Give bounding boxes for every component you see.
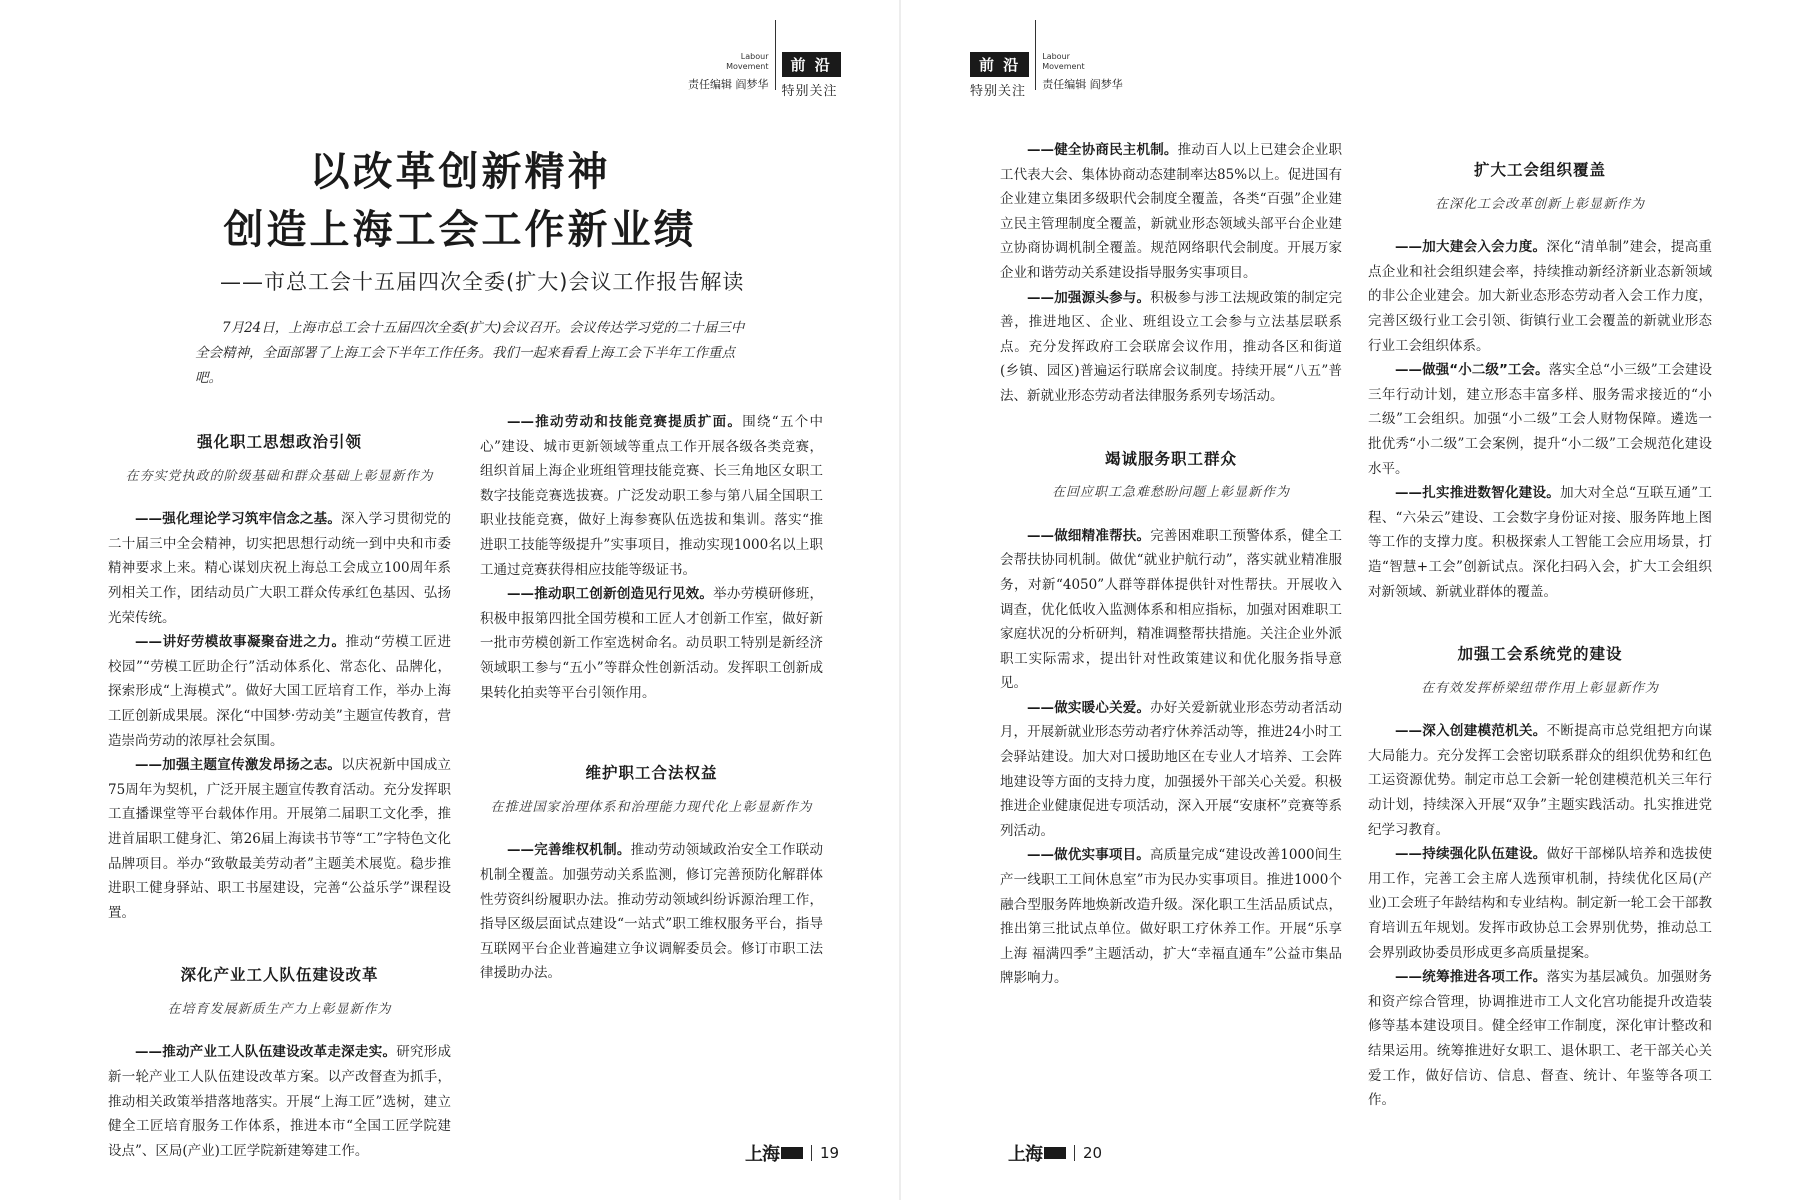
header-tag: Labour Movement [1042, 52, 1085, 71]
header-focus: 特别关注 [781, 84, 838, 99]
paragraph: ——加强源头参与。积极参与涉工法规政策的制定完善，推进地区、企业、班组设立工会参与立法基层联系点。充分发挥政府工会联席会议作用，推动各区和街道(乡镇、园区)普遍运行联席会议制度。持续开展“八五”普法、新就业形态劳动者法律服务系列专场活动。 [1000, 289, 1343, 404]
page-number: 20 [1083, 1144, 1103, 1162]
header-editor: 责任编辑 阎梦华 [688, 78, 769, 91]
section-subtitle: 在深化工会改革创新上彰显新作为 [1434, 196, 1645, 212]
section-subtitle: 在培育发展新质生产力上彰显新作为 [167, 1001, 392, 1017]
page-footer-right [1008, 1140, 1102, 1166]
magazine-logo: 上海 [745, 1144, 779, 1165]
header-section-badge: 前 沿 [782, 52, 841, 77]
article-intro: 7月24日，上海市总工会十五届四次全委(扩大)会议召开。会议传达学习党的二十届三中全会精神，全面部署了上海工会下半年工作任务。我们一起来看看上海工会下半年工作重点吧。 [195, 320, 745, 386]
paragraph: ——推动产业工人队伍建设改革走深走实。研究形成新一轮产业工人队伍建设改革方案。以产改督查为抓手，推动相关政策举措落地落实。开展“上海工匠”选树，建立健全工匠培育服务工作体系，推进本市“全国工匠学院建设点”、区局(产业)工匠学院新建筹建工作。 [108, 1044, 452, 1159]
footer-divider [1074, 1145, 1075, 1161]
logo-mark-icon [1044, 1147, 1066, 1159]
header-tag: Labour Movement [726, 52, 769, 71]
section-subtitle: 在夯实党执政的阶级基础和群众基础上彰显新作为 [125, 468, 434, 484]
paragraph: ——做细精准帮扶。完善困难职工预警体系，健全工会帮扶协同机制。做优“就业护航行动”，落实就业精准服务，对新“4050”人群等群体提供针对性帮扶。开展收入调查，优化低收入监测体系和相应指标，加强对困难职工家庭状况的分析研判，精准调整帮扶措施。关注企业外派职工实际需求，提出针对性政策建议和优化服务指导意见。 [1000, 527, 1343, 692]
section-title: 强化职工思想政治引领 [196, 433, 362, 451]
paragraph: ——做优实事项目。高质量完成“建设改善1000间生产一线职工工间休息室”市为民办实事项目。推进1000个融合型服务阵地焕新改造升级。深化职工生活品质试点，推出第三批试点单位。做好职工疗休养工作。开展“乐享上海 福满四季”主题活动，扩大“幸福直通车”公益市集品牌影响力。 [1000, 847, 1342, 987]
page-right [900, 0, 1800, 1200]
column-left-2 [480, 410, 823, 986]
section-title: 维护职工合法权益 [585, 764, 718, 783]
column-right-1 [1000, 138, 1342, 991]
column-left-1 [108, 420, 451, 1163]
paragraph: ——深入创建模范机关。不断提高市总党组把方向谋大局能力。充分发挥工会密切联系群众的组织优势和红色工运资源优势。制定市总工会新一轮创建模范机关三年行动计划，持续深入开展“双争”主题实践活动。扎实推进党纪学习教育。 [1368, 723, 1713, 838]
section-title: 扩大工会组织覆盖 [1473, 161, 1606, 179]
paragraph: ——统筹推进各项工作。落实为基层减负。加强财务和资产综合管理，协调推进市工人文化宫功能提升改造装修等基本建设项目。健全经审工作制度，深化审计整改和结果运用。统筹推进好女职工、退休职工、老干部关心关爱工作，做好信访、信息、督查、统计、年鉴等各项工作。 [1368, 969, 1713, 1109]
section-subtitle: 在回应职工急难愁盼问题上彰显新作为 [1051, 485, 1290, 501]
magazine-logo: 上海 [1008, 1144, 1042, 1165]
section-subtitle: 在推进国家治理体系和治理能力现代化上彰显新作为 [490, 799, 813, 815]
article-subtitle: ——市总工会十五届四次全委(扩大)会议工作报告解读 [220, 270, 745, 294]
page-number: 19 [820, 1144, 840, 1162]
page-header-left [688, 20, 841, 99]
paragraph: ——强化理论学习筑牢信念之基。深入学习贯彻党的二十届三中全会精神，切实把思想行动统一到中央和市委精神要求上来。精心谋划庆祝上海总工会成立100周年系列相关工作，团结动员广大职工群众传承红色基因、弘扬光荣传统。 [108, 511, 452, 626]
header-focus: 特别关注 [970, 84, 1027, 99]
paragraph: ——加大建会入会力度。深化“清单制”建会，提高重点企业和社会组织建会率，持续推动新经济新业态新领域的非公企业建会。加大新业态形态劳动者入会工作力度，完善区级行业工会引领、街镇行业工会覆盖的新就业形态行业工会组织体系。 [1368, 239, 1712, 354]
page-footer-left [745, 1140, 839, 1166]
paragraph: ——加强主题宣传激发昂扬之志。以庆祝新中国成立75周年为契机，广泛开展主题宣传教育活动。充分发挥职工直播课堂等平台载体作用。开展第二届职工文化季，推进首届职工健身汇、第26届上海读书节等“工”字特色文化品牌项目。举办“致敬最美劳动者”主题美术展览。稳步推进职工健身驿站、职工书屋建设，完善“公益乐学”课程设置。 [108, 757, 452, 921]
paragraph: ——完善维权机制。推动劳动领域政治安全工作联动机制全覆盖。加强劳动关系监测，修订完善预防化解群体性劳资纠纷履职办法。推动劳动领域纠纷诉源治理工作，指导区级层面试点建设“一站式”职工维权服务平台，指导互联网平台企业普遍建立争议调解委员会。修订市职工法律援助办法。 [480, 842, 824, 982]
article-title-line1: 以改革创新精神 [309, 149, 611, 195]
section-title: 竭诚服务职工群众 [1104, 449, 1237, 468]
section-subtitle: 在有效发挥桥梁纽带作用上彰显新作为 [1420, 680, 1659, 696]
paragraph: ——健全协商民主机制。推动百人以上已建会企业职工代表大会、集体协商动态建制率达85%以上。促进国有企业建立集团多级职代会制度全覆盖，各类“百强”企业建立民主管理制度全覆盖，新就业形态领域头部平台企业建立协商协调机制全覆盖。规范网络职代会制度。开展万家企业和谐劳动关系建设指导服务实事项目。 [1000, 142, 1343, 281]
header-editor: 责任编辑 阎梦华 [1042, 78, 1123, 91]
paragraph: ——持续强化队伍建设。做好干部梯队培养和选拔使用工作，完善工会主席人选预审机制，持续优化区局(产业)工会班子年龄结构和专业结构。制定新一轮工会干部教育培训五年规划。发挥市政协总工会界别优势，推动总工会界别政协委员形成更多高质量提案。 [1368, 846, 1713, 961]
column-right-2 [1368, 148, 1712, 1113]
section-title: 加强工会系统党的建设 [1457, 645, 1623, 664]
paragraph: ——扎实推进数智化建设。加大对全总“互联互通”工程、“六朵云”建设、工会数字身份证对接、服务阵地上图等工作的支撑力度。积极探索人工智能工会应用场景，打造“智慧+工会”创新试点。深化扫码入会，扩大工会组织对新领域、新就业群体的覆盖。 [1368, 485, 1712, 600]
logo-mark-icon [781, 1147, 803, 1159]
footer-divider [811, 1145, 812, 1161]
header-section-badge: 前 沿 [970, 52, 1029, 77]
paragraph: ——推动劳动和技能竞赛提质扩面。围绕“五个中心”建设、城市更新领域等重点工作开展各级各类竞赛，组织首届上海企业班组管理技能竞赛、长三角地区女职工数字技能竞赛选拔赛。广泛发动职工参与第八届全国职工职业技能竞赛，做好上海参赛队伍选拔和集训。落实“推进职工技能等级提升”实事项目，推动实现1000名以上职工通过竞赛获得相应技能等级证书。 [480, 414, 824, 578]
page-header-right [970, 20, 1123, 99]
section-title: 深化产业工人队伍建设改革 [180, 966, 379, 985]
paragraph: ——推动职工创新创造见行见效。举办劳模研修班，积极申报第四批全国劳模和工匠人才创新工作室，做好新一批市劳模创新工作室选树命名。动员职工特别是新经济领域职工参与“五小”等群众性创新活动。发挥职工创新成果转化拍卖等平台引领作用。 [480, 586, 824, 701]
article-title-line2: 创造上海工会工作新业绩 [223, 207, 697, 253]
paragraph: ——讲好劳模故事凝聚奋进之力。推动“劳模工匠进校园”“劳模工匠助企行”活动体系化、常态化、品牌化，探索形成“上海模式”。做好大国工匠培育工作，举办上海工匠创新成果展。深化“中国梦·劳动美”主题宣传教育，营造崇尚劳动的浓厚社会氛围。 [108, 634, 451, 749]
paragraph: ——做强“小二级”工会。落实全总“小三级”工会建设三年行动计划，建立形态丰富多样、服务需求接近的“小二级”工会组织。加强“小二级”工会人财物保障。遴选一批优秀“小二级”工会案例，提升“小二级”工会规范化建设水平。 [1368, 362, 1712, 477]
paragraph: ——做实暖心关爱。办好关爱新就业形态劳动者活动月，开展新就业形态劳动者疗休养活动等，推进24小时工会驿站建设。加大对口援助地区在专业人才培养、工会阵地建设等方面的支持力度，加强援外干部关心关爱。积极推进企业健康促进专项活动，深入开展“安康杯”竞赛等系列活动。 [1000, 699, 1343, 839]
